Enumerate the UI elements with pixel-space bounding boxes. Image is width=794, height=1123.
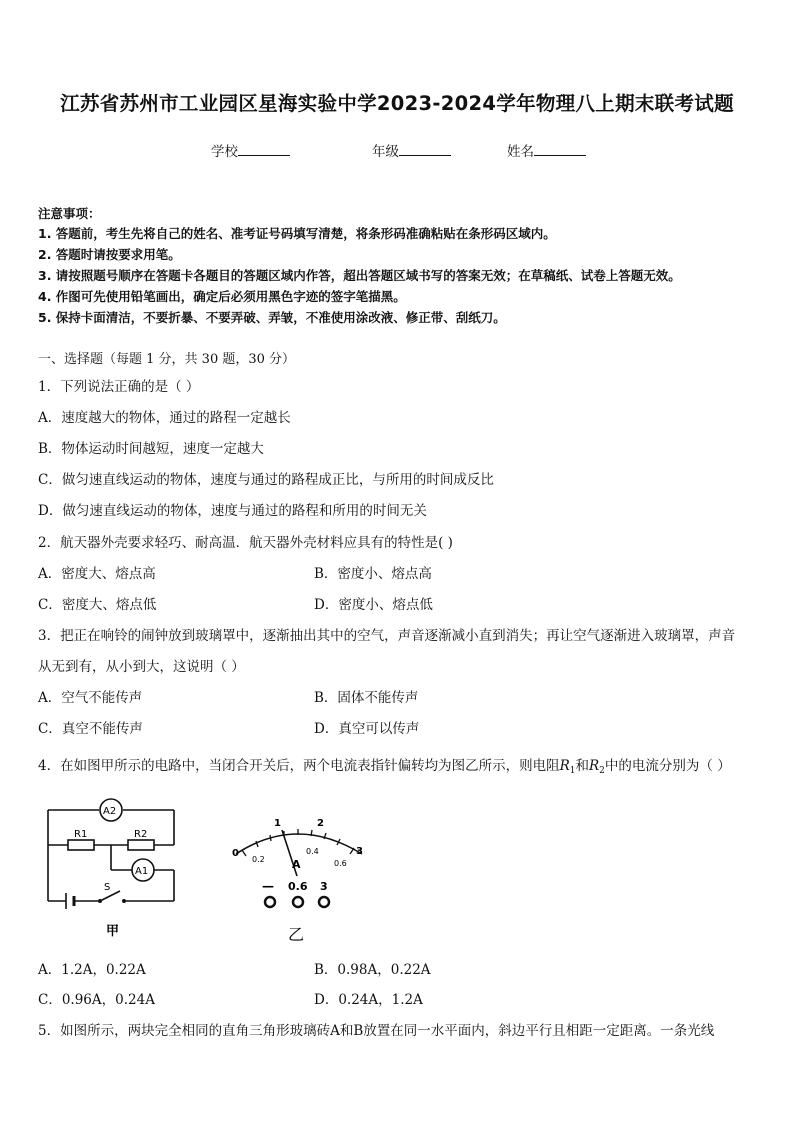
notes-heading: 注意事项： [38, 206, 101, 221]
switch-pivot [98, 899, 102, 903]
q3-stem-line1: 3．把正在响铃的闹钟放到玻璃罩中，逐渐抽出其中的空气，声音逐渐减小直到消失；再让空气逐渐进入玻璃罩，声音 [38, 628, 736, 644]
q1-stem: 1．下列说法正确的是（ ） [38, 379, 200, 395]
q2-option-d: D．密度小、熔点低 [314, 597, 433, 613]
q3-option-c: C．真空不能传声 [38, 721, 143, 737]
figure-caption-jia: 甲 [106, 924, 120, 939]
q4-option-d: D．0.24A，1.2A [314, 992, 423, 1008]
note-item: 5. 保持卡面清洁，不要折暴、不要弄破、弄皱，不准使用涂改液、修正带、刮纸刀。 [38, 310, 506, 325]
terminal-label-0-6: 0.6 [288, 880, 308, 893]
q5-stem: 5．如图所示，两块完全相同的直角三角形玻璃砖A和B放置在同一水平面内，斜边平行且相距一定距离。一条光线 [38, 1023, 715, 1039]
terminal-0-6 [293, 897, 303, 907]
q2-option-a: A．密度大、熔点高 [38, 566, 156, 582]
q2-option-c: C．密度大、熔点低 [38, 597, 157, 613]
q3-option-a: A．空气不能传声 [38, 690, 143, 706]
scale-label-2: 2 [317, 818, 324, 829]
terminal-label-minus: — [262, 879, 274, 893]
small-scale-label: 0.2 [252, 855, 265, 864]
r2-label: R2 [134, 829, 148, 840]
switch-contact [122, 899, 126, 903]
terminal-3 [319, 897, 329, 907]
a2-label: A2 [103, 806, 117, 817]
name-field[interactable]: 姓名 [507, 140, 586, 160]
note-item: 4. 作图可先使用铅笔画出，确定后必须用黑色字迹的签字笔描黑。 [38, 289, 406, 304]
q1-option-c: C．做匀速直线运动的物体，速度与通过的路程成正比，与所用的时间成反比 [38, 472, 494, 488]
q4-option-a: A．1.2A，0.22A [38, 962, 146, 978]
q4-stem: 4．在如图甲所示的电路中，当闭合开关后，两个电流表指针偏转均为图乙所示，则电阻$R_1$和$R_2$中的电流分别为（ ） [38, 758, 731, 776]
q2-stem: 2．航天器外壳要求轻巧、耐高温．航天器外壳材料应具有的特性是( ) [38, 535, 453, 551]
r1-label: R1 [74, 829, 88, 840]
q4-option-b: B．0.98A，0.22A [314, 962, 431, 978]
q1-option-d: D．做匀速直线运动的物体，速度与通过的路程和所用的时间无关 [38, 503, 427, 519]
circuit-diagram-jia [40, 790, 180, 940]
q1-option-a: A．速度越大的物体，通过的路程一定越长 [38, 410, 291, 426]
figure-caption-yi: 乙 [288, 925, 305, 944]
small-scale-label: 0.6 [334, 859, 347, 868]
page-title: 江苏省苏州市工业园区星海实验中学2023-2024学年物理八上期末联考试题 [60, 92, 734, 115]
switch-label: S [104, 882, 111, 893]
q2-option-b: B．密度小、熔点高 [314, 566, 432, 582]
q4-option-c: C．0.96A，0.24A [38, 992, 155, 1008]
scale-label-0: 0 [232, 848, 239, 859]
scale-label-1: 1 [274, 818, 281, 829]
grade-field[interactable]: 年级 [372, 140, 451, 160]
section-heading: 一、选择题（每题 1 分，共 30 题，30 分） [38, 352, 296, 367]
scale-label-3: 3 [356, 846, 363, 857]
small-scale-label: 0.4 [306, 847, 319, 856]
note-item: 3. 请按照题号顺序在答题卡各题目的答题区域内作答，超出答题区域书写的答案无效；在草稿纸、试卷上答题无效。 [38, 268, 681, 283]
ammeter-dial-yi [222, 814, 372, 946]
q3-option-b: B．固体不能传声 [314, 690, 419, 706]
note-item: 2. 答题时请按要求用笔。 [38, 247, 181, 262]
unit-label: A [292, 858, 301, 871]
q3-stem-line2: 从无到有，从小到大，这说明（ ） [38, 659, 245, 675]
school-field[interactable]: 学校 [211, 140, 290, 160]
note-item: 1. 答题前，考生先将自己的姓名、准考证号码填写清楚，将条形码准确粘贴在条形码区域内。 [38, 226, 556, 241]
q3-option-d: D．真空可以传声 [314, 721, 420, 737]
q1-option-b: B．物体运动时间越短，速度一定越大 [38, 441, 264, 457]
dial-arc [236, 834, 362, 854]
terminal-label-3: 3 [320, 880, 328, 893]
terminal-minus [265, 897, 275, 907]
a1-label: A1 [135, 866, 149, 877]
